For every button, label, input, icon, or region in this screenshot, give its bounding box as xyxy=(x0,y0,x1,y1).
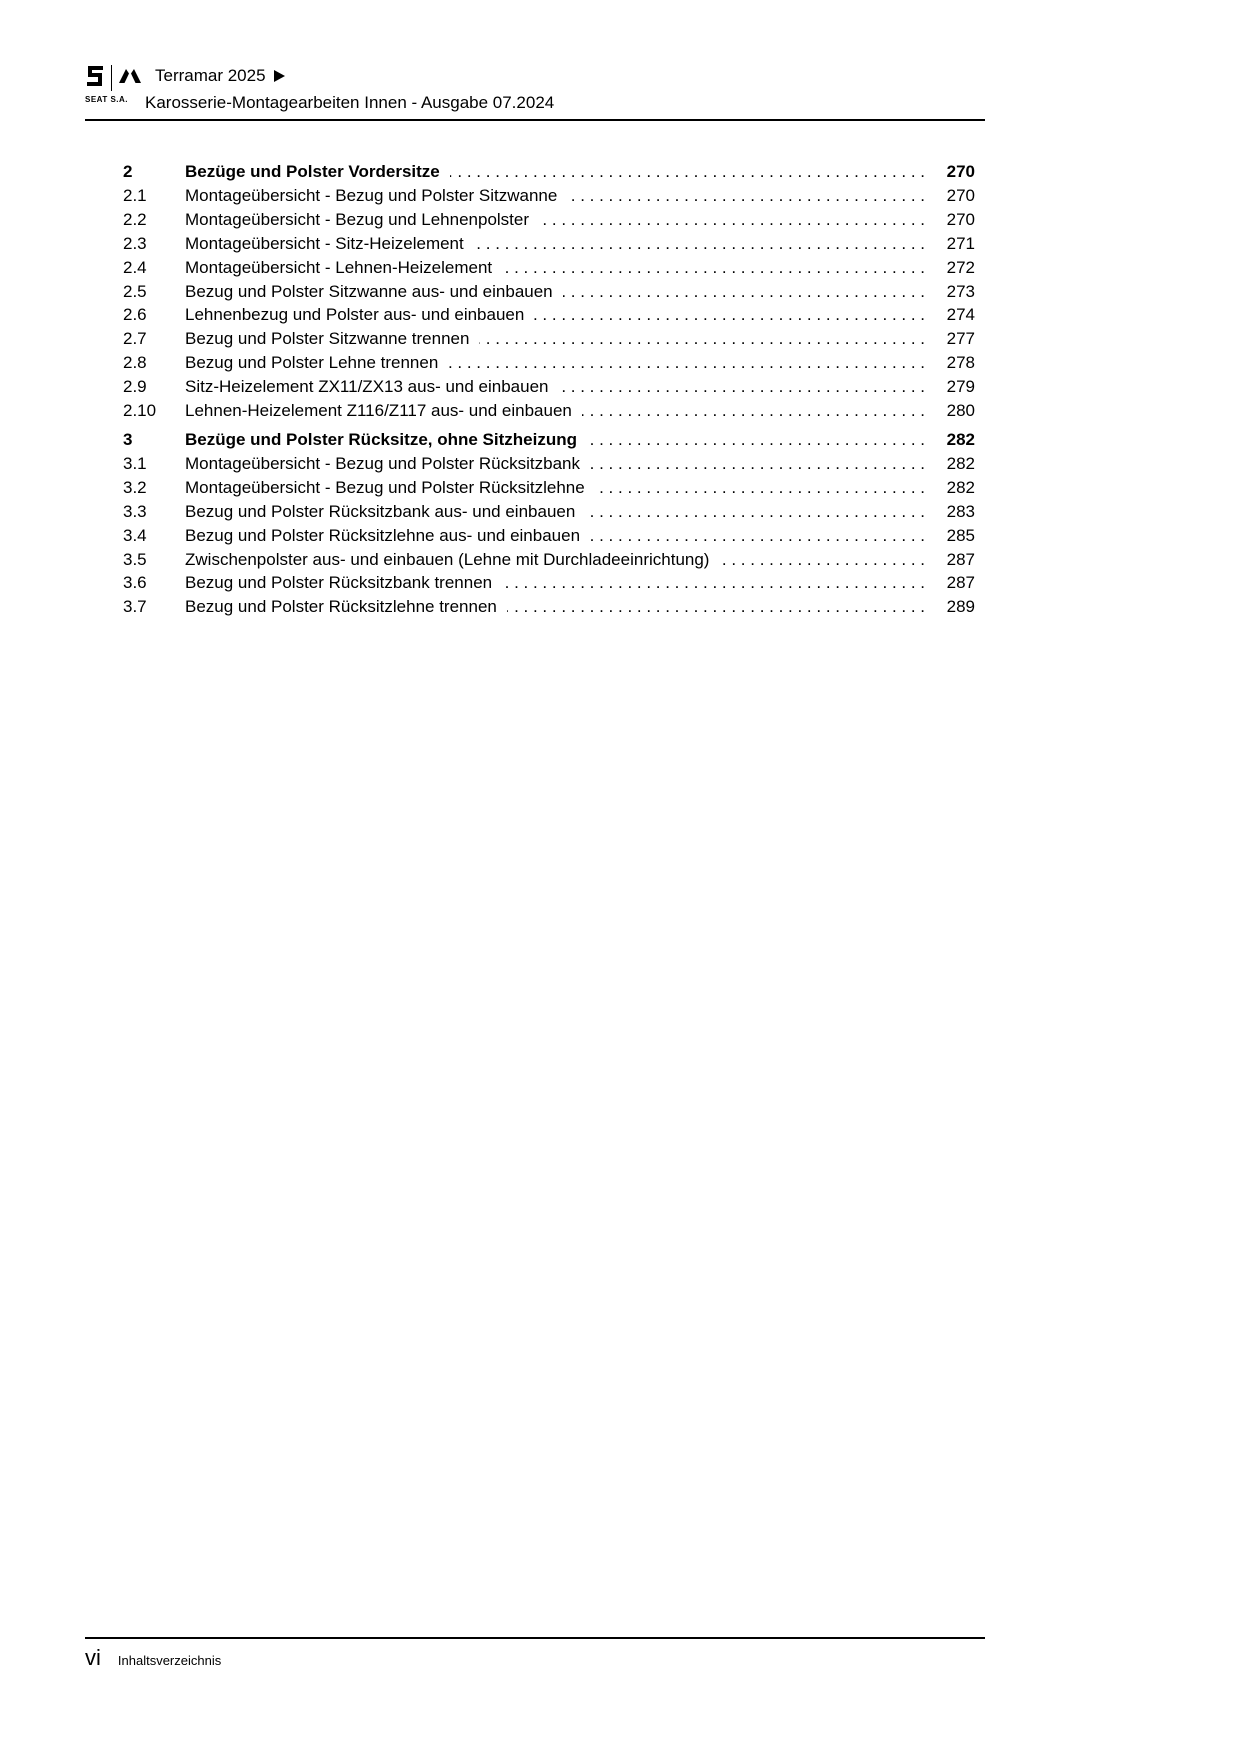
toc-leader-dots xyxy=(590,524,925,548)
toc-list xyxy=(123,155,975,619)
toc-entry-number: 3.3 xyxy=(123,501,147,521)
brand-logo-block xyxy=(85,64,147,104)
toc-row[interactable] xyxy=(123,160,975,184)
toc-entry-title: Bezug und Polster Sitzwanne aus- und einbauen xyxy=(185,281,553,301)
document-subtitle: Karosserie-Montagearbeiten Innen - Ausgabe 07.2024 xyxy=(145,93,555,112)
toc-entry-title: Bezüge und Polster Rücksitze, ohne Sitzheizung xyxy=(185,429,577,449)
toc-leader-dots xyxy=(539,208,925,232)
toc-entry-page: 283 xyxy=(946,501,975,521)
toc-row[interactable] xyxy=(123,500,975,524)
toc-entry-page: 272 xyxy=(946,257,975,277)
page-footer xyxy=(85,1645,221,1671)
footer-rule xyxy=(85,1637,985,1639)
toc-entry-number: 3.1 xyxy=(123,453,147,473)
toc-row[interactable] xyxy=(123,476,975,500)
toc-leader-dots xyxy=(567,184,925,208)
toc-leader-dots xyxy=(563,280,925,304)
toc-entry-page: 271 xyxy=(946,233,975,253)
toc-entry-number: 3.6 xyxy=(123,573,147,593)
toc-entry-number: 3.2 xyxy=(123,477,147,497)
toc-entry-number: 3 xyxy=(123,429,133,449)
toc-entry-title: Montageübersicht - Bezug und Lehnenpolster xyxy=(185,209,530,229)
toc-entry-page: 278 xyxy=(946,353,975,373)
toc-entry-page: 274 xyxy=(946,305,975,325)
toc-entry-number: 2.1 xyxy=(123,185,147,205)
toc-entry-page: 282 xyxy=(946,429,975,449)
toc-row[interactable] xyxy=(123,327,975,351)
toc-entry-title: Montageübersicht - Lehnen-Heizelement xyxy=(185,257,493,277)
toc-entry-title: Sitz-Heizelement ZX11/ZX13 aus- und einbauen xyxy=(185,377,549,397)
toc-entry-title: Bezug und Polster Rücksitzbank aus- und einbauen xyxy=(185,501,576,521)
toc-entry-page: 282 xyxy=(946,453,975,473)
toc-leader-dots xyxy=(559,375,926,399)
brand-name: SEAT S.A. xyxy=(85,95,129,104)
toc-row[interactable] xyxy=(123,256,975,280)
header-rule xyxy=(85,119,985,121)
toc-entry-number: 3.7 xyxy=(123,597,147,617)
toc-entry-page: 285 xyxy=(946,525,975,545)
toc-leader-dots xyxy=(587,428,925,452)
toc-entry-number: 2.7 xyxy=(123,329,147,349)
toc-entry-title: Bezüge und Polster Vordersitze xyxy=(185,162,440,181)
footer-section-label: Inhaltsverzeichnis xyxy=(117,1653,222,1668)
toc-entry-number: 2 xyxy=(123,162,133,181)
toc-leader-dots xyxy=(502,256,925,280)
toc-entry-number: 2.2 xyxy=(123,209,147,229)
cupra-logo xyxy=(118,67,142,90)
toc-entry-number: 2.4 xyxy=(123,257,147,277)
toc-entry-title: Zwischenpolster aus- und einbauen (Lehne mit Durchladeeinrichtung) xyxy=(185,549,710,569)
toc-leader-dots xyxy=(448,351,925,375)
footer-page-number: vi xyxy=(85,1645,101,1670)
toc-entry-title: Bezug und Polster Lehne trennen xyxy=(185,353,439,373)
toc-entry-page: 280 xyxy=(946,401,975,421)
toc-entry-title: Montageübersicht - Bezug und Polster Rücksitzlehne xyxy=(185,477,585,497)
toc-entry-title: Bezug und Polster Rücksitzlehne trennen xyxy=(185,597,497,617)
seat-logo xyxy=(85,65,105,92)
toc-entry-title: Bezug und Polster Sitzwanne trennen xyxy=(185,329,470,349)
toc-row[interactable] xyxy=(123,571,975,595)
toc-entry-page: 277 xyxy=(946,329,975,349)
toc-row[interactable] xyxy=(123,184,975,208)
toc-entry-number: 2.10 xyxy=(123,401,157,421)
toc-row[interactable] xyxy=(123,232,975,256)
toc-entry-number: 3.5 xyxy=(123,549,147,569)
toc-row[interactable] xyxy=(123,208,975,232)
toc-entry-page: 287 xyxy=(946,549,975,569)
toc-row[interactable] xyxy=(123,595,975,619)
toc-leader-dots xyxy=(450,160,925,184)
toc-entry-number: 2.5 xyxy=(123,281,147,301)
toc-leader-dots xyxy=(719,548,925,572)
toc-entry-title: Lehnenbezug und Polster aus- und einbauen xyxy=(185,305,525,325)
toc-entry-number: 2.8 xyxy=(123,353,147,373)
toc-entry-number: 2.6 xyxy=(123,305,147,325)
toc-leader-dots xyxy=(474,232,925,256)
toc-entry-page: 273 xyxy=(946,281,975,301)
toc-entry-number: 3.4 xyxy=(123,525,147,545)
toc-entry-number: 2.9 xyxy=(123,377,147,397)
toc-entry-title: Bezug und Polster Rücksitzbank trennen xyxy=(185,573,493,593)
toc-entry-page: 287 xyxy=(946,573,975,593)
toc-entry-page: 270 xyxy=(946,209,975,229)
toc-entry-page: 270 xyxy=(946,185,975,205)
toc-entry-title: Montageübersicht - Bezug und Polster Rücksitzbank xyxy=(185,453,580,473)
forward-arrow-icon xyxy=(274,70,285,82)
toc-leader-dots xyxy=(585,500,925,524)
toc-leader-dots xyxy=(502,571,925,595)
toc-row[interactable] xyxy=(123,303,975,327)
logo-divider xyxy=(111,65,112,91)
document-title-text: Terramar 2025 xyxy=(155,66,266,85)
toc-row[interactable] xyxy=(123,548,975,572)
toc-entry-title: Montageübersicht - Bezug und Polster Sitzwanne xyxy=(185,185,558,205)
toc-row[interactable] xyxy=(123,524,975,548)
toc-leader-dots xyxy=(507,595,925,619)
toc-row[interactable] xyxy=(123,375,975,399)
toc-row[interactable] xyxy=(123,280,975,304)
toc-row[interactable] xyxy=(123,428,975,452)
toc-leader-dots xyxy=(534,303,925,327)
toc-entry-page: 279 xyxy=(946,377,975,397)
toc-entry-number: 2.3 xyxy=(123,233,147,253)
toc-entry-title: Montageübersicht - Sitz-Heizelement xyxy=(185,233,464,253)
toc-leader-dots xyxy=(590,452,925,476)
toc-row[interactable] xyxy=(123,351,975,375)
toc-entry-page: 270 xyxy=(946,162,975,181)
toc-entry-page: 282 xyxy=(946,477,975,497)
toc-entry-page: 289 xyxy=(946,597,975,617)
toc-entry-title: Lehnen-Heizelement Z116/Z117 aus- und einbauen xyxy=(185,401,572,421)
toc-leader-dots xyxy=(582,399,925,423)
toc-row[interactable] xyxy=(123,399,975,423)
toc-leader-dots xyxy=(479,327,925,351)
toc-row[interactable] xyxy=(123,452,975,476)
document-title xyxy=(155,66,285,86)
toc-entry-title: Bezug und Polster Rücksitzlehne aus- und einbauen xyxy=(185,525,581,545)
toc-leader-dots xyxy=(595,476,925,500)
